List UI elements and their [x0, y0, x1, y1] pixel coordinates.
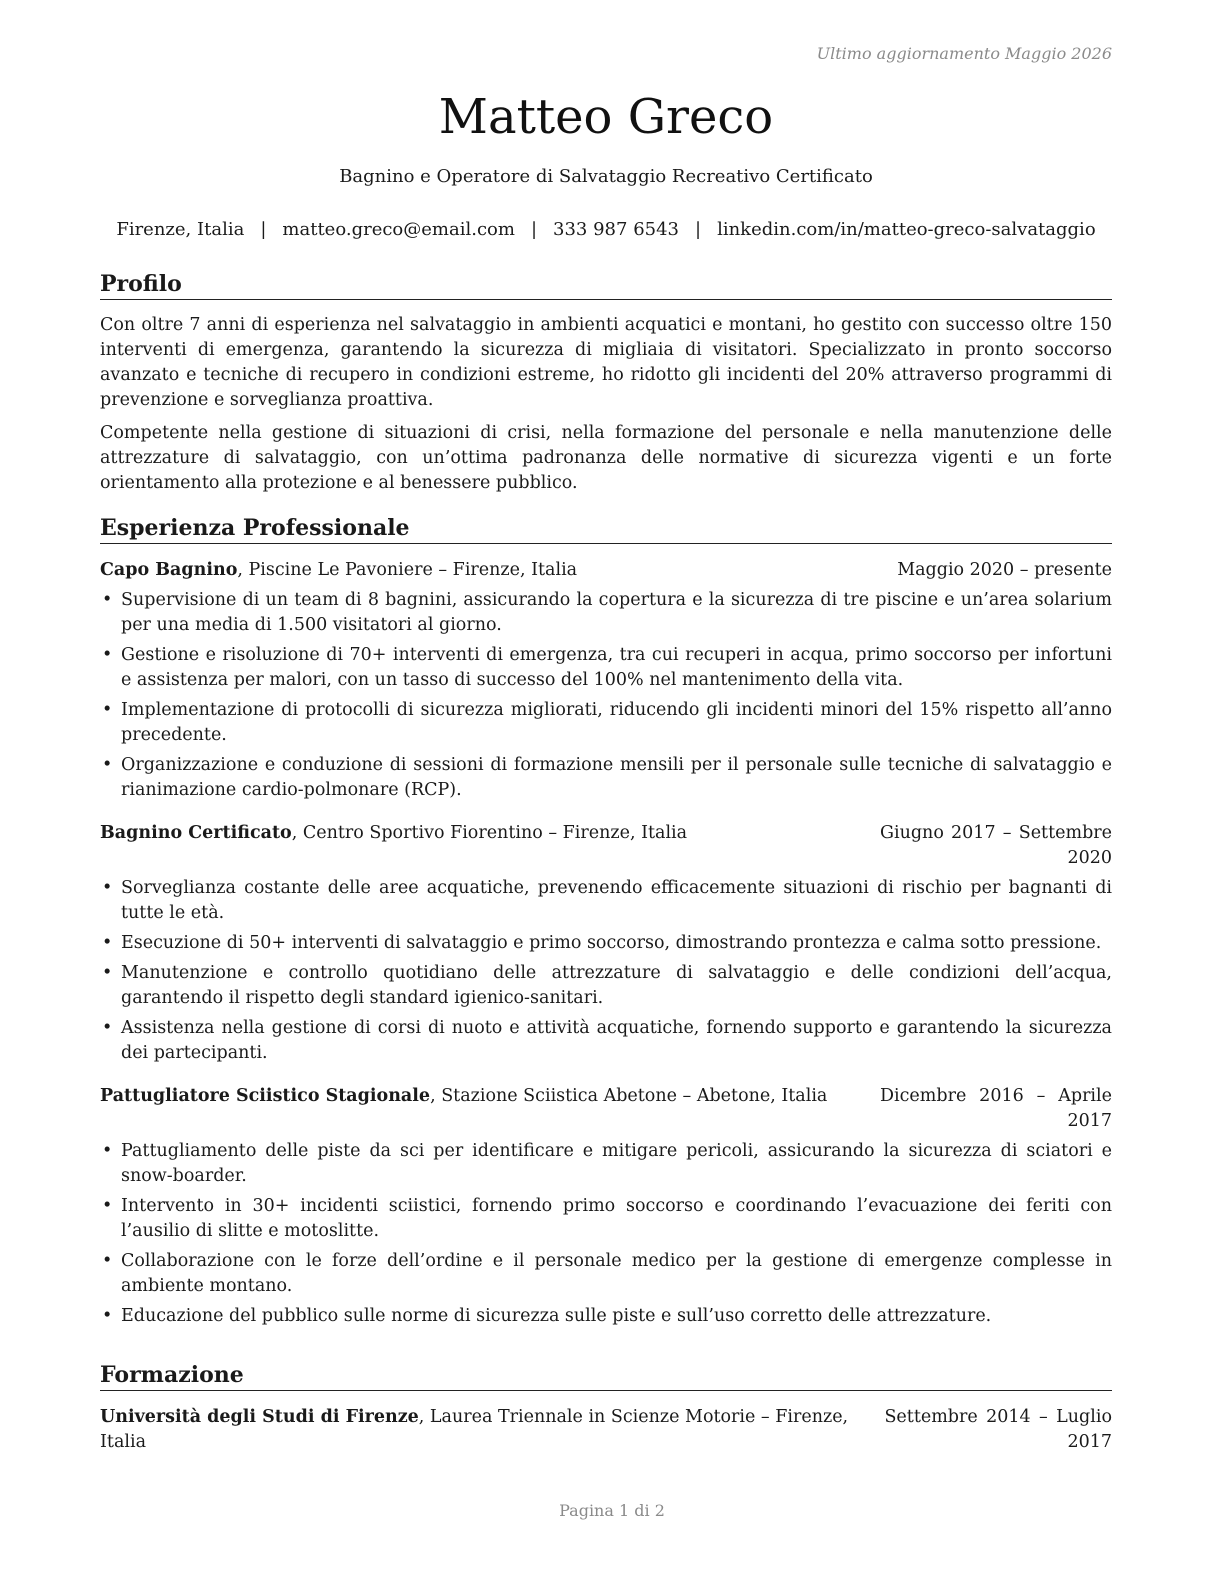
job-header [100, 821, 1112, 871]
section-title-experience: Esperienza Professionale [100, 514, 1112, 544]
job-header [100, 1084, 1112, 1134]
list-item: • Esecuzione di 50+ interventi di salvataggio e primo soccorso, dimostrando prontezza e calma sotto pressione. [102, 933, 1102, 953]
list-item: • Collaborazione con le forze dell’ordine e il personale medico per la gestione di emergenze complesse in ambiente montano. [102, 1251, 1112, 1296]
education-school: Università degli Studi di Firenze [100, 1407, 419, 1427]
job-bullets [100, 1139, 1112, 1329]
profile-section [100, 270, 1112, 496]
education-header [100, 1405, 1112, 1455]
education-entry [100, 1405, 1112, 1455]
job-place: , Centro Sportivo Fiorentino – Firenze, Italia [291, 823, 688, 843]
contact-city: Firenze, Italia [116, 219, 245, 240]
job-place: , Piscine Le Pavoniere – Firenze, Italia [237, 560, 578, 580]
section-title-education: Formazione [100, 1361, 1112, 1391]
headline: Bagnino e Operatore di Salvataggio Recreativo Certificato [339, 166, 873, 187]
job-entry [100, 821, 1112, 1066]
job-place: , Stazione Sciistica Abetone – Abetone, Italia [430, 1086, 828, 1106]
job-role: Bagnino Certificato [100, 823, 292, 843]
job-entry [100, 558, 1112, 803]
page-number: Pagina 1 di 2 [559, 1501, 665, 1520]
list-item: • Gestione e risoluzione di 70+ interventi di emergenza, tra cui recuperi in acqua, primo soccorso per infortuni e assistenza per malori, con un tasso di successo del 100% nel mantenimento della vita. [102, 645, 1112, 690]
list-item: • Organizzazione e conduzione di sessioni di formazione mensili per il personale sulle tecniche di salvataggio e rianimazione cardio-polmonare (RCP). [102, 755, 1112, 800]
list-item: • Manutenzione e controllo quotidiano delle attrezzature di salvataggio e delle condizioni dell’acqua, garantendo il rispetto degli standard igienico-sanitari. [102, 963, 1112, 1008]
contact-phone: 333 987 6543 [553, 219, 679, 240]
contact-email[interactable]: matteo.greco@email.com [282, 219, 515, 240]
list-item: • Intervento in 30+ incidenti sciistici, fornendo primo soccorso e coordinando l’evacuazione dei feriti con l’ausilio di slitte e motoslitte. [102, 1196, 1112, 1241]
list-item: • Educazione del pubblico sulle norme di sicurezza sulle piste e sull’uso corretto delle attrezzature. [102, 1306, 992, 1326]
list-item: • Sorveglianza costante delle aree acquatiche, prevenendo efficacemente situazioni di rischio per bagnanti di tutte le età. [102, 878, 1112, 923]
profile-paragraph: Competente nella gestione di situazioni di crisi, nella formazione del personale e nella manutenzione delle attrezzature di salvataggio, con un’ottima padronanza delle normative di sicurezza vigenti e un forte orientamento alla protezione e al benessere pubblico. [100, 423, 1112, 493]
job-dates: Dicembre 2016 – Aprile 2017 [880, 1086, 1112, 1131]
job-entry [100, 1084, 1112, 1329]
candidate-name: Matteo Greco [438, 89, 774, 145]
list-item: • Implementazione di protocolli di sicurezza migliorati, riducendo gli incidenti minori del 15% rispetto all’anno precedente. [102, 700, 1112, 745]
education-dates: Settembre 2014 – Luglio 2017 [884, 1407, 1112, 1452]
job-bullets [100, 588, 1112, 803]
job-bullets [100, 876, 1112, 1066]
contact-separator: | [260, 219, 267, 240]
job-role: Pattugliatore Sciistico Stagionale [100, 1086, 431, 1106]
job-dates: Giugno 2017 – Settembre 2020 [880, 823, 1112, 868]
contact-separator: | [695, 219, 702, 240]
education-degree: , Laurea Triennale in Scienze Motorie – Firenze, Italia [100, 1407, 849, 1452]
job-header [100, 558, 1112, 583]
education-section [100, 1361, 1112, 1455]
list-item: • Supervisione di un team di 8 bagnini, assicurando la copertura e la sicurezza di tre piscine e un’area solarium per una media di 1.500 visitatori al giorno. [102, 590, 1112, 635]
contact-linkedin[interactable]: linkedin.com/in/matteo-greco-salvataggio [717, 219, 1096, 240]
job-role: Capo Bagnino [100, 560, 238, 580]
list-item: • Pattugliamento delle piste da sci per identificare e mitigare pericoli, assicurando la sicurezza di sciatori e snow-boarder. [102, 1141, 1112, 1186]
experience-section [100, 514, 1112, 1334]
contact-line [100, 219, 1112, 240]
list-item: • Assistenza nella gestione di corsi di nuoto e attività acquatiche, fornendo supporto e garantendo la sicurezza dei partecipanti. [102, 1018, 1112, 1063]
job-dates: Maggio 2020 – presente [897, 560, 1112, 580]
section-title-profile: Profilo [100, 270, 1112, 300]
contact-separator: | [530, 219, 538, 240]
profile-paragraph: Con oltre 7 anni di esperienza nel salvataggio in ambienti acquatici e montani, ho gestito con successo oltre 150 interventi di emergenza, garantendo la sicurezza di migliaia di visitatori. Specializzato in pronto soccorso avanzato e tecniche di recupero in condizioni estreme, ho ridotto gli incidenti del 20% attraverso programmi di prevenzione e sorveglianza proattiva. [100, 315, 1112, 410]
last-updated: Ultimo aggiornamento Maggio 2026 [816, 44, 1112, 63]
